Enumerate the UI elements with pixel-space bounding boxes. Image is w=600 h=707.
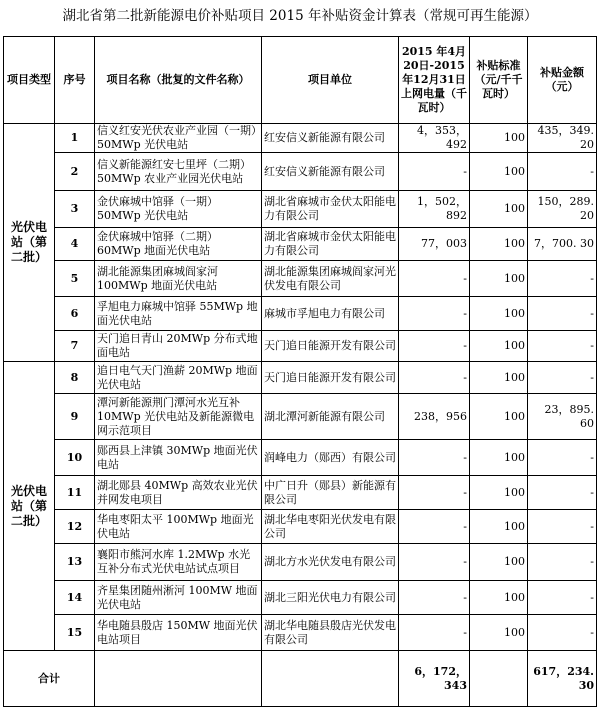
- row-seq: 9: [55, 394, 95, 440]
- row-rate: 100: [470, 615, 528, 651]
- row-project-unit: 湖北能源集团麻城阎家河光伏发电有限公司: [262, 261, 399, 297]
- row-rate: 100: [470, 476, 528, 510]
- row-project-unit: 湖北潭河新能源有限公司: [262, 394, 399, 440]
- row-rate: 100: [470, 261, 528, 297]
- row-amount: -: [528, 331, 597, 362]
- row-energy: -: [399, 153, 470, 191]
- row-project-unit: 中广日升（郧县）新能源有限公司: [262, 476, 399, 510]
- row-amount: -: [528, 476, 597, 510]
- header-row: [4, 37, 597, 124]
- row-energy: -: [399, 476, 470, 510]
- table-row: [4, 228, 597, 261]
- total-energy: 6，172，343: [399, 651, 470, 707]
- row-project-unit: 湖北华电枣阳光伏发电有限公司: [262, 510, 399, 544]
- row-project-unit: 湖北省麻城市金伏太阳能电力有限公司: [262, 228, 399, 261]
- row-rate: 100: [470, 362, 528, 394]
- header-seq: 序号: [55, 37, 95, 124]
- row-project-name: 潭河新能源荆门潭河水光互补 10MWp 光伏电站及新能源微电网示范项目: [95, 394, 262, 440]
- table-row: [4, 297, 597, 331]
- row-rate: 100: [470, 581, 528, 615]
- row-project-unit: 湖北方水光伏发电有限公司: [262, 544, 399, 581]
- row-seq: 1: [55, 124, 95, 153]
- row-project-unit: 天门追日能源开发有限公司: [262, 362, 399, 394]
- row-project-name: 齐星集团随州淅河 100MW 地面光伏电站: [95, 581, 262, 615]
- row-seq: 2: [55, 153, 95, 191]
- table-row: [4, 476, 597, 510]
- row-project-name: 孚旭电力麻城中馆驿 55MWp 地面光伏电站: [95, 297, 262, 331]
- row-project-name: 湖北能源集团麻城阎家河 100MWp 地面光伏电站: [95, 261, 262, 297]
- row-amount: -: [528, 510, 597, 544]
- row-amount: 435，349. 20: [528, 124, 597, 153]
- row-energy: 77，003: [399, 228, 470, 261]
- table-row: [4, 261, 597, 297]
- header-amount: 补贴金额（元）: [528, 37, 597, 124]
- table-row: [4, 394, 597, 440]
- table-row: [4, 191, 597, 228]
- row-seq: 12: [55, 510, 95, 544]
- row-amount: -: [528, 581, 597, 615]
- header-project-type: 项目类型: [4, 37, 55, 124]
- header-project-name: 项目名称（批复的文件名称）: [95, 37, 262, 124]
- row-project-name: 华电随县殷店 150MW 地面光伏电站项目: [95, 615, 262, 651]
- row-rate: 100: [470, 440, 528, 476]
- row-rate: 100: [470, 297, 528, 331]
- row-rate: 100: [470, 544, 528, 581]
- row-energy: -: [399, 331, 470, 362]
- page-title: 湖北省第二批新能源电价补贴项目 2015 年补贴资金计算表（常规可再生能源）: [62, 8, 538, 24]
- row-amount: -: [528, 153, 597, 191]
- row-energy: 1，502，892: [399, 191, 470, 228]
- header-project-unit: 项目单位: [262, 37, 399, 124]
- total-row: [4, 651, 597, 707]
- row-project-name: 金伏麻城中馆驿（一期）50MWp 光伏电站: [95, 191, 262, 228]
- table-row: [4, 615, 597, 651]
- row-rate: 100: [470, 153, 528, 191]
- row-rate: 100: [470, 228, 528, 261]
- row-project-unit: 天门追日能源开发有限公司: [262, 331, 399, 362]
- row-seq: 13: [55, 544, 95, 581]
- row-project-unit: 湖北三阳光伏电力有限公司: [262, 581, 399, 615]
- row-rate: 100: [470, 191, 528, 228]
- row-energy: 4，353，492: [399, 124, 470, 153]
- header-rate: 补贴标准（元/千千瓦时）: [470, 37, 528, 124]
- total-empty-name: [95, 651, 262, 707]
- row-project-unit: 湖北省麻城市金伏太阳能电力有限公司: [262, 191, 399, 228]
- row-amount: -: [528, 261, 597, 297]
- row-energy: -: [399, 544, 470, 581]
- row-amount: 7，700. 30: [528, 228, 597, 261]
- row-seq: 3: [55, 191, 95, 228]
- row-project-unit: 麻城市孚旭电力有限公司: [262, 297, 399, 331]
- table-row: [4, 124, 597, 153]
- table-row: [4, 362, 597, 394]
- row-seq: 8: [55, 362, 95, 394]
- row-rate: 100: [470, 331, 528, 362]
- row-amount: -: [528, 615, 597, 651]
- row-project-unit: 红安信义新能源有限公司: [262, 153, 399, 191]
- row-project-unit: 红安信义新能源有限公司: [262, 124, 399, 153]
- table-row: [4, 153, 597, 191]
- row-amount: -: [528, 440, 597, 476]
- group-label-pv-1: 光伏电站（第二批）: [4, 124, 55, 362]
- row-energy: -: [399, 362, 470, 394]
- row-energy: 238，956: [399, 394, 470, 440]
- row-project-name: 天门追日青山 20MWp 分布式地面电站: [95, 331, 262, 362]
- row-project-name: 湖北郧县 40MWp 高效农业光伏并网发电项目: [95, 476, 262, 510]
- total-empty-rate: [470, 651, 528, 707]
- row-project-name: 郧西县上津镇 30MWp 地面光伏电站: [95, 440, 262, 476]
- table-row: [4, 331, 597, 362]
- row-energy: -: [399, 581, 470, 615]
- row-amount: 23，895. 60: [528, 394, 597, 440]
- row-project-unit: 湖北华电随县殷店光伏发电有限公司: [262, 615, 399, 651]
- row-seq: 15: [55, 615, 95, 651]
- row-rate: 100: [470, 510, 528, 544]
- row-project-name: 信义红安光伏农业产业园（一期）50MWp 光伏电站: [95, 124, 262, 153]
- row-rate: 100: [470, 124, 528, 153]
- row-project-name: 信义新能源红安七里坪（二期）50MWp 农业产业园光伏电站: [95, 153, 262, 191]
- row-project-unit: 润峰电力（郧西）有限公司: [262, 440, 399, 476]
- row-energy: -: [399, 510, 470, 544]
- row-project-name: 襄阳市熊河水库 1.2MWp 水光互补分布式光伏电站试点项目: [95, 544, 262, 581]
- row-project-name: 华电枣阳太平 100MWp 地面光伏电站: [95, 510, 262, 544]
- row-seq: 5: [55, 261, 95, 297]
- row-amount: -: [528, 297, 597, 331]
- table-row: [4, 544, 597, 581]
- row-amount: -: [528, 544, 597, 581]
- row-seq: 4: [55, 228, 95, 261]
- header-energy: 2015 年4月20日-2015年12月31日上网电量（千瓦时）: [399, 37, 470, 124]
- row-seq: 11: [55, 476, 95, 510]
- row-seq: 10: [55, 440, 95, 476]
- row-energy: -: [399, 440, 470, 476]
- row-project-name: 追日电气天门渔薪 20MWp 地面光伏电站: [95, 362, 262, 394]
- row-energy: -: [399, 261, 470, 297]
- subsidy-table: [3, 36, 597, 707]
- row-seq: 7: [55, 331, 95, 362]
- group-label-pv-2: 光伏电站（第二批）: [4, 362, 55, 651]
- row-amount: 150，289. 20: [528, 191, 597, 228]
- row-project-name: 金伏麻城中馆驿（二期）60MWp 地面光伏电站: [95, 228, 262, 261]
- table-row: [4, 510, 597, 544]
- total-empty-unit: [262, 651, 399, 707]
- row-seq: 14: [55, 581, 95, 615]
- row-amount: -: [528, 362, 597, 394]
- row-rate: 100: [470, 394, 528, 440]
- table-row: [4, 581, 597, 615]
- row-energy: -: [399, 297, 470, 331]
- total-label: 合计: [4, 651, 95, 707]
- total-amount: 617，234. 30: [528, 651, 597, 707]
- table-row: [4, 440, 597, 476]
- row-seq: 6: [55, 297, 95, 331]
- row-energy: -: [399, 615, 470, 651]
